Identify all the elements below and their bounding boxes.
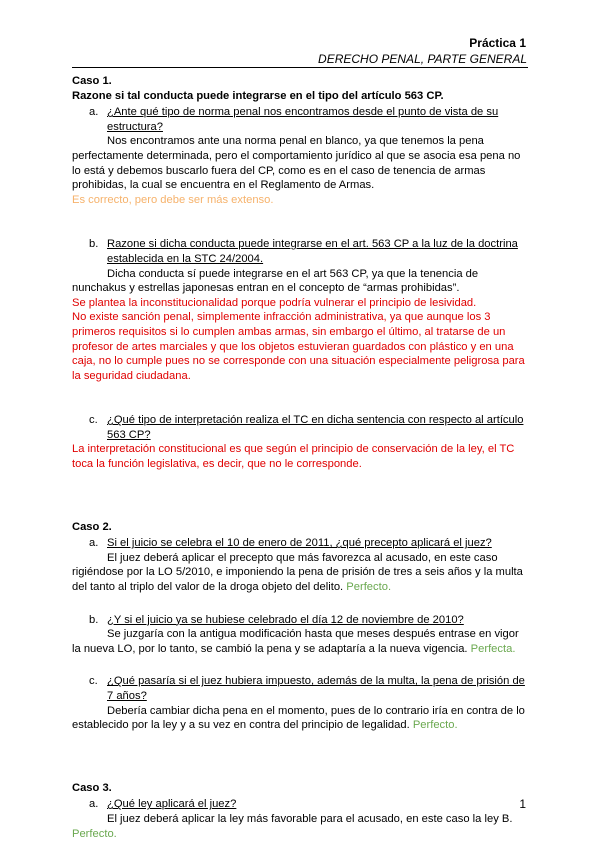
caso2-a-feedback: Perfecto. [346,581,392,594]
caso1-b-answer: Dicha conducta sí puede integrarse en el art 563 CP, ya que la tenencia de nunchakus y estrellas japonesas entran en el concepto de “armas prohibidas”. [72,267,479,295]
caso2-title: Caso 2. [72,520,112,533]
caso1-c-number: c. [89,414,98,427]
caso1-b-question-text: Razone si dicha conducta puede integrarse en el art. 563 CP a la luz de la doctrina establecida en la STC 24/2004. [107,238,518,265]
document-body [72,68,528,841]
caso2-a-number: a. [89,537,99,550]
caso1-b-feedback-2: No existe sanción penal, simplemente infracción administrativa, ya que aunque los 3 primeros requisitos si lo cumplen ambas armas, sin embargo el último, al tratarse de un profesor de artes marciales y que los objetos estuvieran guardados con plástico y en una caja, no lo cumple pues no se corresponde con una situación especialmente peligrosa para la seguridad ciudadana. [72,311,525,382]
header-title: Práctica 1 [469,36,526,50]
caso1-a-question-text: ¿Ante qué tipo de norma penal nos encontramos desde el punto de vista de su estructura? [107,106,499,133]
caso3-a-number: a. [89,798,99,811]
caso1-a-answer: Nos encontramos ante una norma penal en blanco, ya que tenemos la pena perfectamente determinada, pero el comportamiento jurídico al que se asocia esa pena no lo está y debemos buscarlo fuera del CP, como es en el caso de tenencia de armas prohibidas, la cual se encuentra en el Reglamento de Armas. [72,135,521,192]
caso2-b-feedback: Perfecta. [470,642,516,655]
caso2-c-answer [72,704,528,733]
caso3-a-answer: El juez deberá aplicar la ley más favorable para el acusado, en este caso la ley B. [107,812,513,825]
caso2-c-feedback: Perfecto. [412,719,458,732]
caso2-question-c [72,674,528,703]
caso1-c-feedback: La interpretación constitucional es que según el principio de conservación de la ley, el TC toca la función legislativa, es decir, que no le corresponde. [72,443,515,471]
caso1-b-feedback-1: Se plantea la inconstitucionalidad porque podría vulnerar el principio de lesividad. [72,296,477,309]
caso2-a-question-text: Si el juicio se celebra el 10 de enero de 2011, ¿qué precepto aplicará el juez? [107,537,492,550]
caso1-a-number: a. [89,106,99,119]
caso3-a-question-text: ¿Qué ley aplicará el juez? [107,798,237,811]
caso1-a-feedback: Es correcto, pero debe ser más extenso. [72,193,274,206]
caso3-a-feedback: Perfecto. [72,827,117,840]
page-number: 1 [519,797,526,811]
caso1-c-question-text: ¿Qué tipo de interpretación realiza el TC en dicha sentencia con respecto al artículo 563 CP? [107,414,524,441]
caso2-b-answer-text: Se juzgaría con la antigua modificación hasta que meses después entrase en vigor la nueva LO, por lo tanto, se cambió la pena y se adaptaría a la nueva vigencia. [72,628,519,655]
caso1-title: Caso 1. [72,75,112,87]
header-subtitle: DERECHO PENAL, PARTE GENERAL [318,52,527,66]
caso2-b-question-text: ¿Y si el juicio ya se hubiese celebrado el día 12 de noviembre de 2010? [107,613,464,626]
caso2-question-a [72,536,528,551]
caso1-b-number: b. [89,238,99,251]
caso2-a-answer-text: El juez deberá aplicar el precepto que más favorezca al acusado, en este caso rigiéndose por la LO 5/2010, e imponiendo la pena de prisión de tres a seis años y la multa del tanto al triplo del valor de la droga objeto del delito. [72,551,523,594]
caso2-a-answer [72,551,528,595]
caso3-question-a [72,797,528,812]
caso2-question-b [72,613,528,628]
caso1-question-b [72,237,528,266]
caso1-question-c [72,413,528,442]
caso1-prompt: Razone si tal conducta puede integrarse en el tipo del artículo 563 CP. [72,89,444,102]
caso2-c-question-text: ¿Qué pasaría si el juez hubiera impuesto, además de la multa, la pena de prisión de 7 años? [107,675,525,702]
caso2-b-number: b. [89,613,99,626]
caso2-c-answer-text: Debería cambiar dicha pena en el momento, pues de lo contrario iría en contra de lo establecido por la ley y a su vez en contra del principio de legalidad. [72,704,525,732]
caso2-c-number: c. [89,675,98,688]
caso1-question-a [72,105,528,134]
caso3-title: Caso 3. [72,781,112,794]
caso2-b-answer [72,627,528,656]
